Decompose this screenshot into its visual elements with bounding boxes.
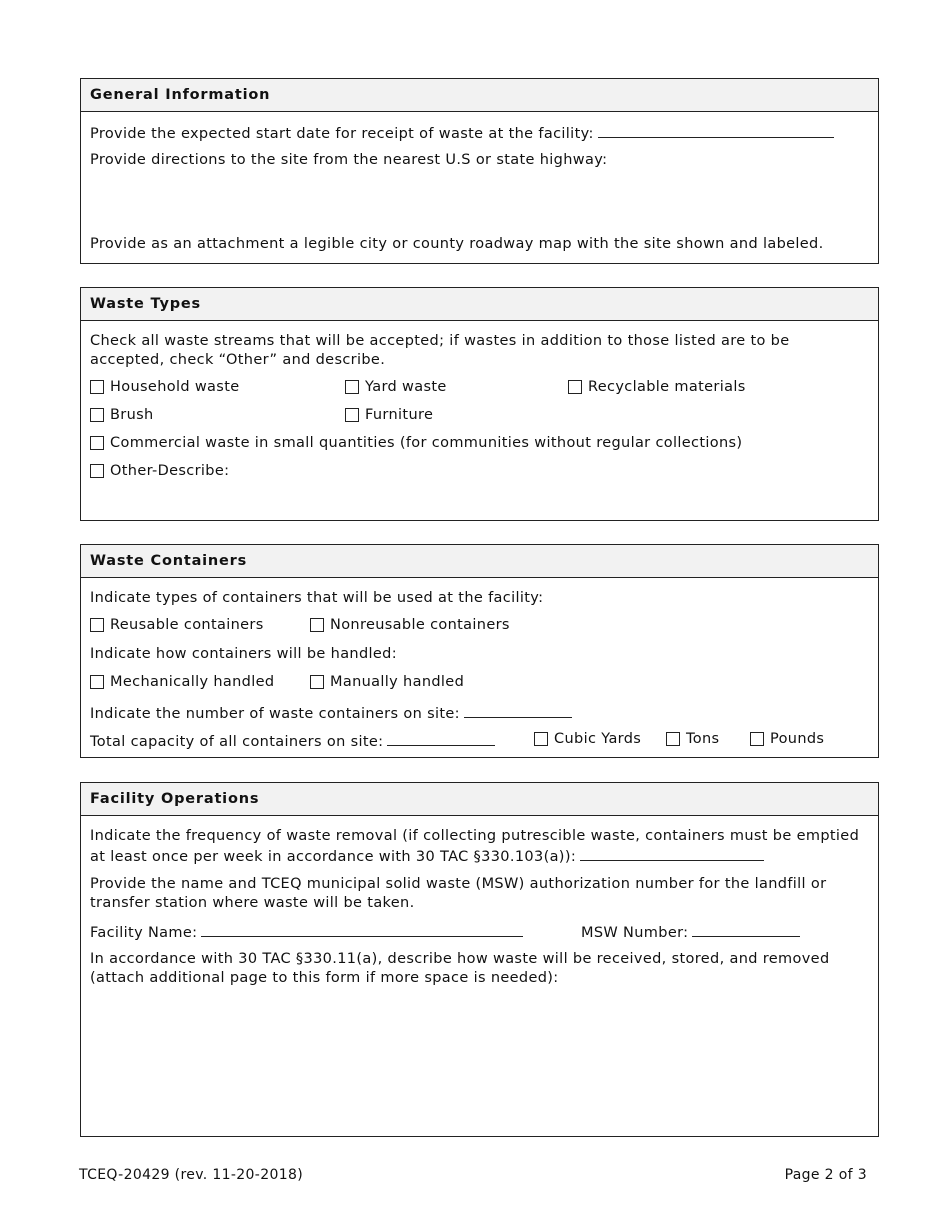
- option-label: Commercial waste in small quantities (for communities without regular collections): [110, 435, 743, 451]
- option-label: Mechanically handled: [110, 674, 275, 690]
- frequency-label: Indicate the frequency of waste removal (if collecting putrescible waste, containers must be emptied at least once per week in accordance with 30 TAC §330.103(a)):: [90, 828, 860, 865]
- msw-number-row: [581, 922, 800, 941]
- frequency-field[interactable]: [580, 846, 764, 861]
- waste-containers-section: [80, 544, 879, 758]
- map-label: Provide as an attachment a legible city or county roadway map with the site shown and labeled.: [90, 236, 824, 252]
- checkbox[interactable]: [90, 464, 104, 478]
- nonreusable-containers-option[interactable]: [310, 617, 510, 633]
- option-label: Recyclable materials: [588, 379, 746, 395]
- msw-number-label: MSW Number:: [581, 925, 689, 941]
- checkbox[interactable]: [90, 675, 104, 689]
- checkbox[interactable]: [90, 380, 104, 394]
- capacity-row: [90, 731, 495, 750]
- container-count-field[interactable]: [464, 703, 572, 718]
- household-waste-option[interactable]: [90, 379, 240, 395]
- directions-field[interactable]: [90, 180, 860, 235]
- waste-types-section: [80, 287, 879, 521]
- mechanically-handled-option[interactable]: [90, 674, 274, 690]
- option-label: Pounds: [770, 731, 825, 747]
- facility-name-row: [90, 922, 523, 941]
- facility-name-label: Facility Name:: [90, 925, 198, 941]
- start-date-row: [90, 123, 834, 142]
- capacity-field[interactable]: [387, 731, 495, 746]
- section-title: Waste Containers: [81, 545, 878, 578]
- tons-option[interactable]: [666, 731, 719, 747]
- checkbox[interactable]: [90, 436, 104, 450]
- capacity-label: Total capacity of all containers on site:: [90, 734, 384, 750]
- landfill-instructions: Provide the name and TCEQ municipal solid waste (MSW) authorization number for the landfill or transfer station where waste will be taken.: [90, 876, 827, 911]
- checkbox[interactable]: [568, 380, 582, 394]
- checkbox[interactable]: [90, 408, 104, 422]
- reusable-containers-option[interactable]: [90, 617, 264, 633]
- describe-instructions: In accordance with 30 TAC §330.11(a), describe how waste will be received, stored, and removed (attach additional page to this form if more space is needed):: [90, 951, 830, 986]
- option-label: Brush: [110, 407, 154, 423]
- option-label: Yard waste: [365, 379, 447, 395]
- checkbox[interactable]: [310, 618, 324, 632]
- form-id: TCEQ-20429 (rev. 11-20-2018): [79, 1167, 304, 1183]
- recyclable-materials-option[interactable]: [568, 379, 746, 395]
- option-label: Furniture: [365, 407, 434, 423]
- section-title: Facility Operations: [81, 783, 878, 816]
- section-title: Waste Types: [81, 288, 878, 321]
- handling-label: Indicate how containers will be handled:: [90, 646, 397, 662]
- option-label: Manually handled: [330, 674, 465, 690]
- manually-handled-option[interactable]: [310, 674, 464, 690]
- checkbox[interactable]: [534, 732, 548, 746]
- option-label: Cubic Yards: [554, 731, 642, 747]
- option-label: Reusable containers: [110, 617, 264, 633]
- start-date-field[interactable]: [598, 123, 834, 138]
- checkbox[interactable]: [666, 732, 680, 746]
- directions-label: Provide directions to the site from the nearest U.S or state highway:: [90, 152, 608, 168]
- container-types-label: Indicate types of containers that will be used at the facility:: [90, 590, 544, 606]
- brush-option[interactable]: [90, 407, 154, 423]
- general-information-section: [80, 78, 879, 264]
- container-count-label: Indicate the number of waste containers on site:: [90, 706, 460, 722]
- section-title: General Information: [81, 79, 878, 112]
- option-label: Other-Describe:: [110, 463, 230, 479]
- furniture-option[interactable]: [345, 407, 433, 423]
- msw-number-field[interactable]: [692, 922, 800, 937]
- page-number: Page 2 of 3: [784, 1167, 867, 1183]
- checkbox[interactable]: [90, 618, 104, 632]
- option-label: Nonreusable containers: [330, 617, 510, 633]
- other-describe-option[interactable]: [90, 463, 229, 479]
- cubic-yards-option[interactable]: [534, 731, 641, 747]
- start-date-label: Provide the expected start date for receipt of waste at the facility:: [90, 126, 594, 142]
- facility-operations-section: [80, 782, 879, 1137]
- option-label: Tons: [686, 731, 720, 747]
- checkbox[interactable]: [310, 675, 324, 689]
- frequency-row: [90, 827, 860, 867]
- waste-types-instructions: Check all waste streams that will be accepted; if wastes in addition to those listed are to be accepted, check “Other” and describe.: [90, 333, 790, 368]
- container-count-row: [90, 703, 572, 722]
- describe-field[interactable]: [90, 993, 860, 1128]
- checkbox[interactable]: [345, 408, 359, 422]
- yard-waste-option[interactable]: [345, 379, 447, 395]
- checkbox[interactable]: [345, 380, 359, 394]
- commercial-waste-option[interactable]: [90, 435, 742, 451]
- checkbox[interactable]: [750, 732, 764, 746]
- facility-name-field[interactable]: [201, 922, 523, 937]
- pounds-option[interactable]: [750, 731, 824, 747]
- option-label: Household waste: [110, 379, 240, 395]
